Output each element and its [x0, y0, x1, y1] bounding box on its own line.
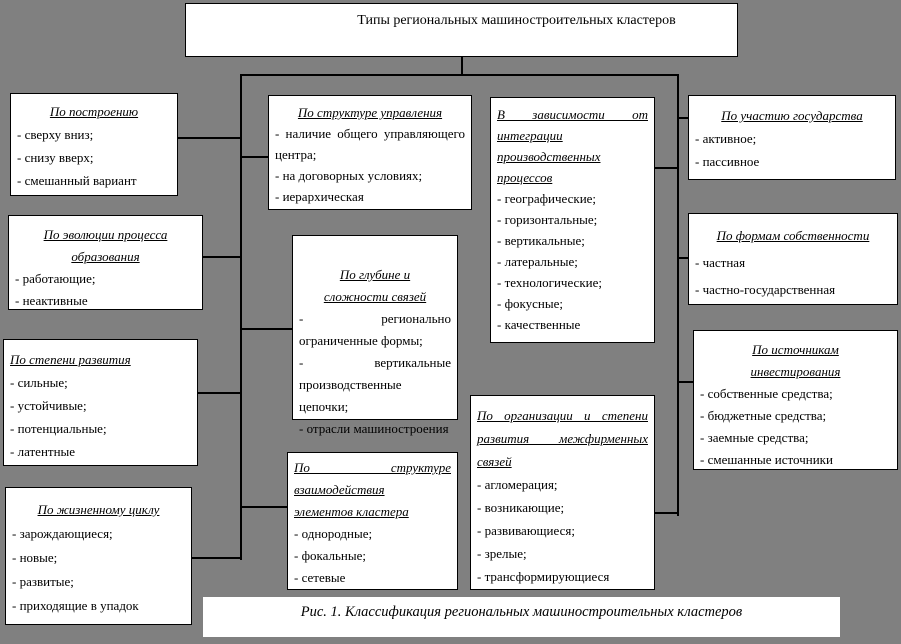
category-box-po-zhiznennomu-ciklu [5, 487, 192, 625]
box-header-line: По источникам [752, 342, 839, 357]
box-item-line: - приходящие в упадок [12, 598, 139, 613]
connector-stub-stepen [198, 392, 241, 394]
connector-stub-struktura-upr [241, 156, 269, 158]
box-item-line: - иерархическая [275, 189, 364, 204]
box-item-line: - заемные средства; [700, 430, 809, 445]
box-header-line: В зависимости от [497, 107, 648, 122]
box-header-line: По жизненному циклу [37, 502, 160, 517]
box-header-line: связей [477, 454, 512, 469]
connector-stub-uchastie [678, 117, 689, 119]
box-header-line: По формам собственности [716, 228, 870, 243]
connector-stub-evolyuciya [203, 256, 241, 258]
category-box-po-evolyucii-processa-obrazovaniya [8, 215, 203, 310]
diagram-title-box [185, 3, 738, 57]
box-item-line: - возникающие; [477, 500, 565, 515]
box-item-line: - работающие; [15, 271, 96, 286]
diagram-title: Типы региональных машиностроительных кластеров [357, 13, 676, 28]
box-item-line: - вертикальные; [497, 233, 585, 248]
box-header-line: По структуре [294, 460, 451, 475]
box-item-line: - фокальные; [294, 548, 366, 563]
box-item-line: ограниченные формы; [299, 333, 423, 348]
box-item-line: - зарождающиеся; [12, 526, 113, 541]
category-box-po-strukture-vzaimodejstviya [287, 452, 458, 590]
figure-caption: Рис. 1. Классификация региональных машиностроительных кластеров [300, 604, 743, 620]
box-item-line: - агломерация; [477, 477, 558, 492]
box-item-line: - неактивные [15, 293, 88, 308]
box-item-line: - технологические; [497, 275, 602, 290]
category-box-po-organizacii-i-stepeni-razvitiya [470, 395, 655, 590]
box-item-line: - активное; [695, 131, 757, 146]
box-header-line: процессов [497, 170, 553, 185]
box-item-line: - отрасли машиностроения [299, 421, 449, 436]
connector-stub-zhiznennyj-cikl [192, 557, 241, 559]
box-header-line: По степени развития [10, 352, 131, 367]
box-item-line: - горизонтальные; [497, 212, 598, 227]
box-item-line: - однородные; [294, 526, 373, 541]
connector-top-horizontal [240, 74, 679, 76]
box-item-line: производственные цепочки; [299, 377, 402, 414]
box-item-line: - сверху вниз; [17, 127, 94, 142]
box-item-line: - фокусные; [497, 296, 563, 311]
box-header-line: элементов кластера [294, 504, 409, 519]
connector-stub-zavisimost [655, 167, 678, 169]
box-header-line: По организации и степени [477, 408, 648, 423]
category-box-po-glubine-i-slozhnosti-svyazej [292, 235, 458, 436]
box-item-line: - новые; [12, 550, 58, 565]
connector-left-spine [240, 74, 242, 560]
category-box-po-strukture-upravleniya [268, 95, 472, 210]
box-item-line: - сильные; [10, 375, 68, 390]
box-header-line: По глубине и [339, 267, 411, 282]
box-item-line: - смешанный вариант [17, 173, 137, 188]
box-item-line: - частная [695, 255, 746, 270]
box-header-line: образования [71, 249, 140, 264]
box-item-line: - сетевые [294, 570, 346, 585]
box-item-line: - частно-государственная [695, 282, 836, 297]
box-header-line: производственных [497, 149, 601, 164]
box-item-line: - смешанные источники [700, 452, 833, 467]
box-header-line: интеграции [497, 128, 563, 143]
box-item-line: - собственные средства; [700, 386, 833, 401]
box-header-line: взаимодействия [294, 482, 385, 497]
connector-stub-organizaciya [655, 512, 678, 514]
category-box-po-uchastiyu-gosudarstva [688, 95, 896, 180]
box-header-line: По структуре управления [297, 105, 443, 120]
box-header-line: развития межфирменных [477, 431, 648, 446]
connector-stub-glubina [241, 328, 293, 330]
connector-stub-postroeniyu [178, 137, 241, 139]
box-header-line: сложности связей [323, 289, 427, 304]
category-box-po-istochnikam-investirovaniya [693, 330, 898, 470]
box-item-line: - зрелые; [477, 546, 527, 561]
category-box-po-stepeni-razvitiya [3, 339, 198, 466]
box-item-line: центра; [275, 147, 317, 162]
box-item-line: - бюджетные средства; [700, 408, 827, 423]
category-box-po-formam-sobstvennosti [688, 213, 898, 305]
category-box-po-postroeniyu [10, 93, 178, 196]
box-item-line: - трансформирующиеся [477, 569, 610, 584]
box-item-line: - регионально [299, 311, 451, 326]
box-item-line: - развитые; [12, 574, 74, 589]
box-header-line: По эволюции процесса [43, 227, 168, 242]
connector-right-spine [677, 74, 679, 516]
connector-stub-vzaimodejstvie [241, 506, 288, 508]
figure-caption-box [203, 597, 840, 637]
box-header-line: По участию государства [721, 108, 863, 123]
box-item-line: - качественные [497, 317, 581, 332]
box-header-line: По построению [49, 104, 139, 119]
box-item-line: - наличие общего управляющего [275, 126, 465, 141]
box-item-line: - устойчивые; [10, 398, 87, 413]
connector-stub-istochniki [678, 381, 694, 383]
box-item-line: - потенциальные; [10, 421, 107, 436]
category-box-v-zavisimosti-ot-integracii [490, 97, 655, 343]
connector-stub-formy [678, 257, 689, 259]
box-item-line: - развивающиеся; [477, 523, 575, 538]
box-item-line: - географические; [497, 191, 597, 206]
box-header-line: инвестирования [750, 364, 841, 379]
box-item-line: - пассивное [695, 154, 760, 169]
box-item-line: - латентные [10, 444, 76, 459]
box-item-line: - латеральные; [497, 254, 578, 269]
box-item-line: - вертикальные [299, 355, 451, 370]
box-item-line: - на договорных условиях; [275, 168, 423, 183]
box-item-line: - снизу вверх; [17, 150, 94, 165]
